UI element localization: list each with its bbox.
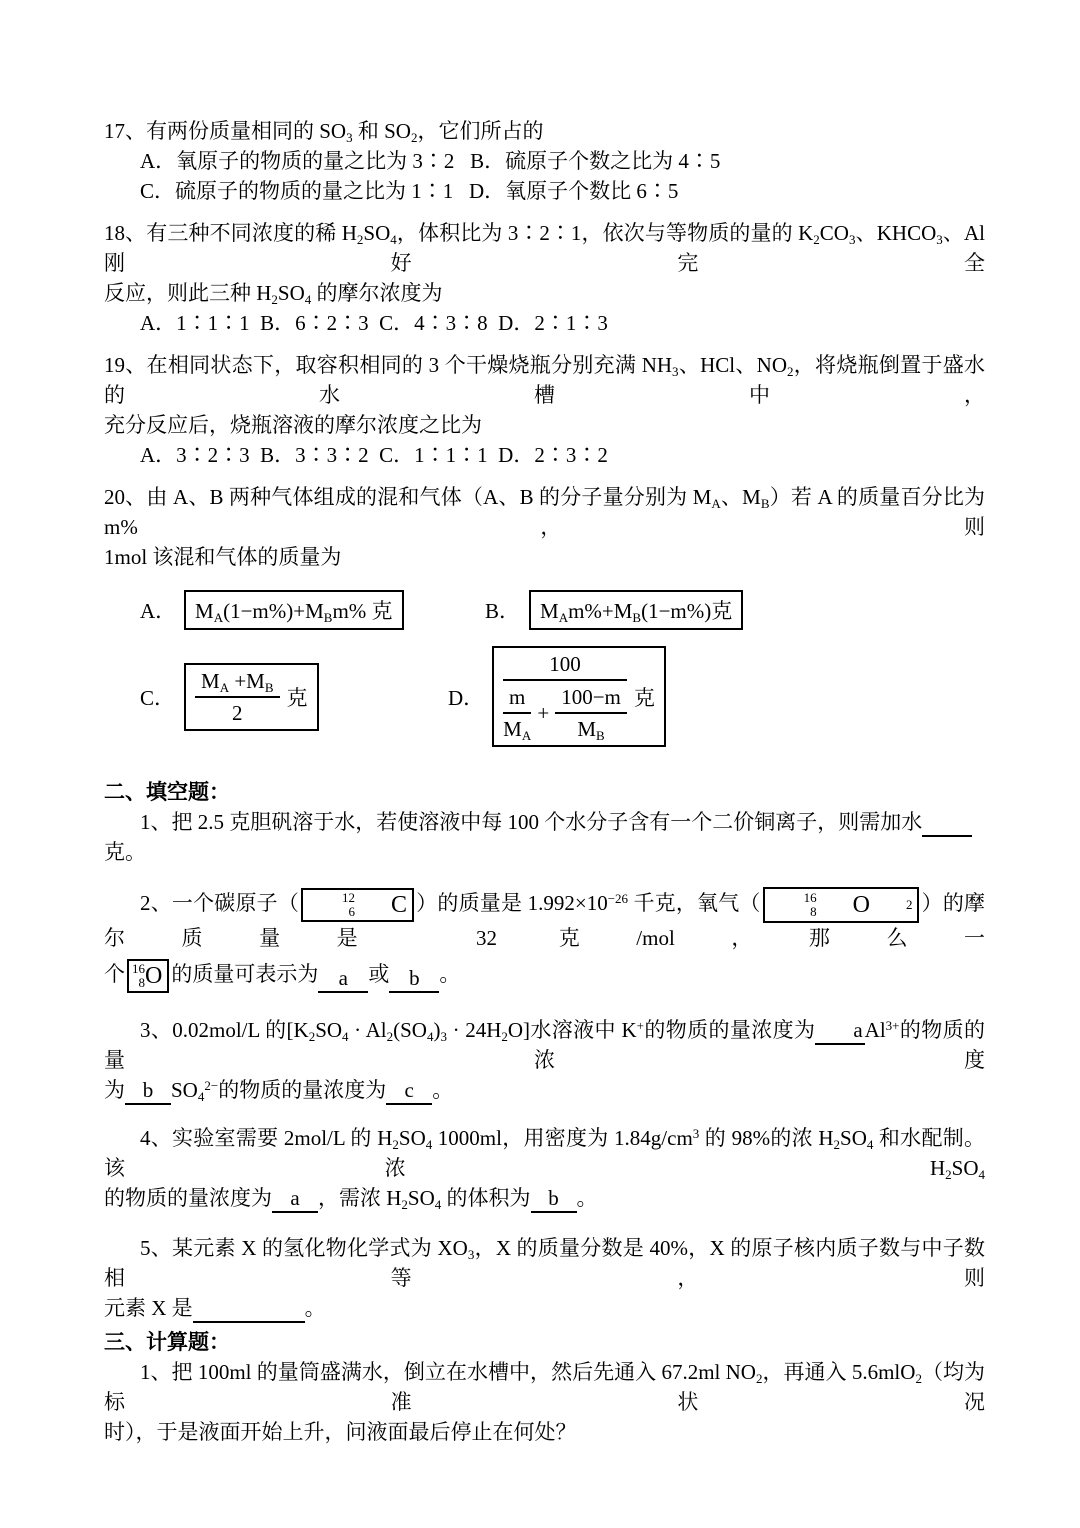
q20-d-f2-num: 100−m	[555, 684, 627, 714]
q20-option-c-denominator: 2	[232, 700, 243, 725]
calc-q1-line1: 1、把 100ml 的量筒盛满水，倒立在水槽中，然后先通入 67.2ml $NO_2$，再通入 5.6mlO$_2$（均为标准状况	[104, 1360, 986, 1415]
fill-q2-text2: ）的质量是 $1.992\times 10^{-26}$ 千克，氧气（	[416, 890, 761, 915]
isotope-o16-2-mass: 16	[803, 890, 817, 905]
fill-q2-blank-a: a	[318, 966, 368, 993]
q20-stem-line2: 1mol 该混和气体的质量为	[104, 545, 342, 569]
isotope-o16-2-box	[763, 887, 920, 923]
q20-option-c-fraction	[195, 668, 280, 726]
q20-stem-line1: 20、由 A、B 两种气体组成的混和气体（A、B 的分子量分别为 $M_A$、$M_B$）若 A 的质量百分比为 m%，则	[104, 485, 985, 539]
isotope-c12-numbers	[306, 891, 355, 919]
q20-option-b-formula: $M_Am\%+M_B(1-m\%)$克	[540, 599, 733, 625]
isotope-c12-box	[301, 888, 414, 922]
isotope-o16-symbol: O	[145, 963, 163, 990]
fill-q2-text3: ）的摩尔质量是 32 克/mol，那么一	[104, 890, 986, 950]
q20-option-row-1	[104, 590, 985, 630]
q20-option-d-fraction	[503, 651, 627, 742]
q19-stem-line1: 19、在相同状态下，取容积相同的 3 个干燥烧瓶分别充满 $NH_3$、HCl、$NO_2$，将烧瓶倒置于盛水的水槽中，	[104, 353, 985, 407]
fill-q3-text4: $SO_4^{2-}$的物质的量浓度为	[171, 1078, 387, 1105]
q20-option-c-unit: 克	[286, 685, 308, 710]
fill-q4-text3: 。	[576, 1186, 598, 1211]
q20-option-d-label: D．	[448, 685, 485, 710]
fill-q1-text: 1、把 2.5 克胆矾溶于水，若使溶液中每 100 个水分子含有一个二价铜离子，则需加水	[140, 810, 923, 834]
q18-options: A．1∶1∶1 B．6∶2∶3 C．4∶3∶8 D．2∶1∶3	[140, 311, 608, 335]
isotope-o16-2-numbers	[768, 891, 817, 919]
fill-q1-blank	[922, 810, 972, 837]
isotope-o16-mass: 16	[132, 961, 145, 977]
q20-option-c	[140, 663, 448, 731]
fill-q4-blank-b: b	[531, 1186, 577, 1213]
q20-option-b	[485, 590, 743, 630]
q20-option-b-label: B．	[485, 599, 521, 623]
fill-q5-text2: 。	[304, 1296, 326, 1321]
fill-q5-blank	[193, 1296, 305, 1323]
isotope-o16-numbers	[132, 962, 145, 990]
q20-option-d-subfraction-2	[555, 684, 627, 742]
fill-q3-text2: $Al^{3+}$的物质的量浓度	[104, 1018, 985, 1073]
section-3-heading: 三、计算题：	[104, 1330, 230, 1355]
q18-stem-line2: 反应，则此三种 $H_2SO_4$ 的摩尔浓度为	[104, 281, 443, 307]
isotope-o16-2-z: 8	[810, 904, 817, 919]
fill-q1-suffix: 克。	[104, 840, 146, 864]
q20-d-f2-den: $M_B$	[577, 717, 605, 743]
isotope-c12-mass: 12	[342, 890, 356, 905]
q20-option-b-box	[529, 590, 743, 630]
q19-stem-line2: 充分反应后，烧瓶溶液的摩尔浓度之比为	[104, 413, 482, 437]
fill-q2-text5: 的质量可表示为	[171, 962, 319, 986]
q20-option-a-label: A．	[140, 599, 177, 623]
fill-q1	[104, 807, 985, 867]
fill-q2-text6: 或	[368, 962, 390, 986]
fill-q2-text1: 2、一个碳原子（	[140, 890, 300, 915]
q20-option-d-subfraction-1	[503, 684, 531, 742]
q20-option-c-numerator: $M_A +M_B$	[195, 668, 280, 698]
q17-stem: 17、有两份质量相同的 $SO_3$ 和 $SO_2$，它们所占的	[104, 119, 544, 145]
q20-d-plus-sign: +	[537, 701, 550, 725]
q20-option-c-label: C．	[140, 685, 176, 710]
q20-option-row-2	[104, 646, 985, 747]
fill-q3-text3: 为	[104, 1078, 125, 1103]
q20-option-d	[448, 646, 666, 747]
fill-q4-blank-a: a	[272, 1186, 318, 1213]
q18-stem-line1: 18、有三种不同浓度的稀 $H_2SO_4$，体积比为 3∶2∶1，依次与等物质的量的 $K_2CO_3$、$KHCO_3$、Al 刚好完全	[104, 221, 985, 275]
fill-q3-text5: 。	[432, 1078, 454, 1103]
fill-q3-line1	[104, 1015, 985, 1075]
q20-option-d-numerator: 100	[503, 651, 627, 681]
q20-option-d-denominator	[503, 681, 627, 742]
fill-q3-line2	[104, 1075, 985, 1105]
fill-q2-blank-b: b	[389, 966, 439, 993]
fill-q3-text1: 3、0.02mol/L 的$[K_2SO_4 \cdot Al_2(SO_4)_3 \cdot 24H_2O]$水溶液中 K+的物质的量浓度为	[140, 1018, 816, 1045]
fill-q4-text1: 的物质的量浓度为	[104, 1186, 272, 1211]
q20-d-f1-den: $M_A$	[503, 717, 532, 743]
q20-option-a-formula: $M_A(1-m\%)+M_Bm\%$ 克	[195, 599, 393, 625]
fill-q3-blank-b: b	[125, 1078, 171, 1105]
isotope-c12-symbol: C	[391, 892, 408, 918]
q20-d-f1-num: m	[503, 684, 531, 714]
question-18	[104, 218, 985, 338]
q20-option-d-unit: 克	[633, 685, 655, 710]
calc-q1	[104, 1357, 985, 1447]
fill-q2	[104, 887, 985, 993]
fill-q3	[104, 1015, 985, 1105]
question-19	[104, 350, 985, 470]
fill-q3-blank-c: c	[386, 1078, 432, 1105]
fill-q3-blank-a: a	[815, 1018, 864, 1045]
isotope-o16-z: 8	[138, 975, 145, 991]
calc-q1-line2: 时），于是液面开始上升，问液面最后停止在何处？	[104, 1420, 577, 1445]
isotope-c12-z: 6	[348, 904, 356, 919]
question-20	[104, 482, 985, 747]
q17-options-ab: A．氧原子的物质的量之比为 3∶2 B．硫原子个数之比为 4∶5	[140, 149, 721, 173]
fill-q4	[104, 1123, 985, 1213]
question-17	[104, 116, 985, 206]
fill-q5-line1: 5、某元素 X 的氢化物化学式为 $XO_3$，X 的质量分数是 40%，X 的原子核内质子数与中子数相等，则	[104, 1236, 986, 1291]
fill-q2-line1	[104, 887, 985, 953]
fill-q4-text2: ，需浓 $H_2SO_4$ 的体积为	[318, 1186, 531, 1213]
isotope-o16-2-subscript: 2	[905, 897, 913, 912]
fill-q4-line2	[104, 1183, 985, 1213]
isotope-o16-2-symbol: O	[852, 892, 870, 918]
fill-q5-line2	[104, 1293, 985, 1323]
fill-q2-text7: 。	[439, 962, 461, 986]
fill-q5	[104, 1233, 985, 1323]
q20-option-c-box	[184, 663, 319, 731]
q20-option-d-box	[492, 646, 666, 747]
section-2-heading: 二、填空题：	[104, 780, 230, 804]
q20-option-a	[140, 590, 485, 630]
isotope-o16-box	[127, 959, 169, 993]
fill-q4-line1: 4、实验室需要 2mol/L 的 $H_2SO_4$ 1000ml，用密度为 $1.84g/cm^3$ 的 98%的浓 $H_2SO_4$ 和水配制。该浓 $H_2SO_4$	[104, 1126, 985, 1183]
fill-q2-line2	[104, 959, 985, 993]
q19-options: A．3∶2∶3 B．3∶3∶2 C．1∶1∶1 D．2∶3∶2	[140, 443, 608, 467]
fill-q5-text1: 元素 X 是	[104, 1296, 193, 1321]
fill-q2-text4: 个	[104, 962, 125, 986]
q20-option-a-box	[184, 590, 404, 630]
q17-options-cd: C．硫原子的物质的量之比为 1∶1 D．氧原子个数比 6∶5	[140, 179, 679, 203]
